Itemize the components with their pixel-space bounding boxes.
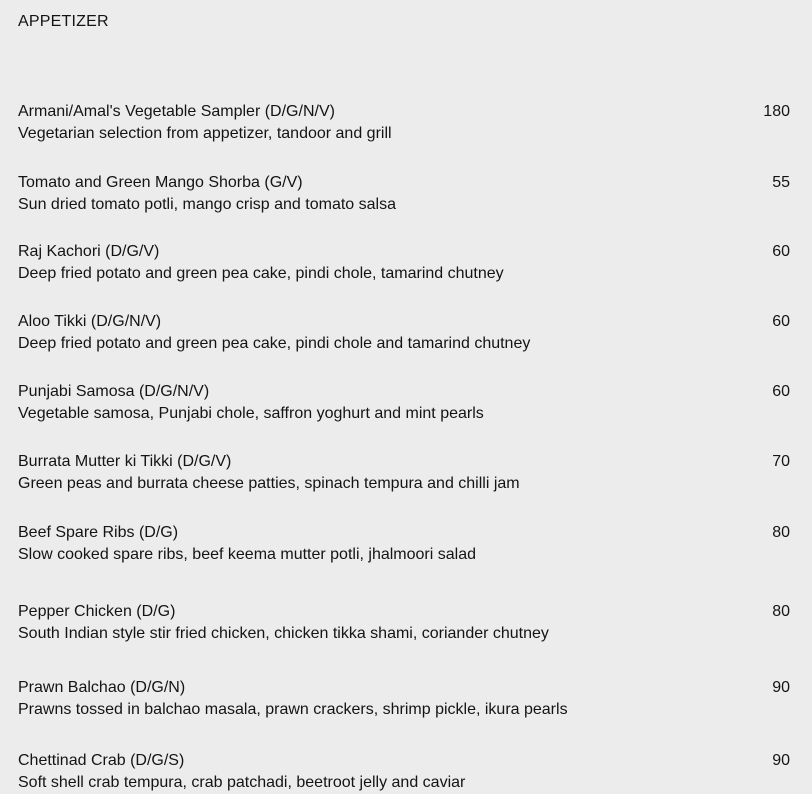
menu-item xyxy=(18,102,792,142)
menu-item-name: Chettinad Crab (D/G/S) xyxy=(18,752,185,769)
menu-item-price: 180 xyxy=(763,103,790,120)
menu-item-description: Sun dried tomato potli, mango crisp and tomato salsa xyxy=(18,196,396,213)
menu-item xyxy=(18,751,792,791)
menu-item-price: 60 xyxy=(772,383,790,400)
menu-item xyxy=(18,452,792,492)
menu-item-header xyxy=(18,102,792,122)
appetizer-menu xyxy=(18,12,792,791)
menu-item-price: 60 xyxy=(772,243,790,260)
menu-item-name: Prawn Balchao (D/G/N) xyxy=(18,679,186,696)
menu-item xyxy=(18,312,792,352)
menu-item-header xyxy=(18,382,792,402)
menu-item xyxy=(18,602,792,642)
menu-item-price: 70 xyxy=(772,453,790,470)
section-title: APPETIZER xyxy=(18,13,109,30)
menu-item-name: Raj Kachori (D/G/V) xyxy=(18,243,160,260)
menu-item-name: Armani/Amal's Vegetable Sampler (D/G/N/V) xyxy=(18,103,335,120)
menu-item-header xyxy=(18,602,792,622)
menu-item-price: 55 xyxy=(772,174,790,191)
menu-item-description: Vegetarian selection from appetizer, tandoor and grill xyxy=(18,125,392,142)
menu-item-description: Soft shell crab tempura, crab patchadi, beetroot jelly and caviar xyxy=(18,774,466,791)
menu-item xyxy=(18,678,792,718)
menu-item xyxy=(18,523,792,563)
menu-item-price: 90 xyxy=(772,679,790,696)
menu-item-name: Burrata Mutter ki Tikki (D/G/V) xyxy=(18,453,232,470)
menu-item-header xyxy=(18,312,792,332)
menu-item-name: Tomato and Green Mango Shorba (G/V) xyxy=(18,174,303,191)
menu-item-header xyxy=(18,452,792,472)
menu-item-description: Slow cooked spare ribs, beef keema mutter potli, jhalmoori salad xyxy=(18,546,476,563)
menu-item xyxy=(18,382,792,422)
menu-item-description: Prawns tossed in balchao masala, prawn crackers, shrimp pickle, ikura pearls xyxy=(18,701,568,718)
menu-item-name: Aloo Tikki (D/G/N/V) xyxy=(18,313,162,330)
menu-item-header xyxy=(18,523,792,543)
menu-item-header xyxy=(18,678,792,698)
menu-item-header xyxy=(18,242,792,262)
menu-item-header xyxy=(18,173,792,193)
menu-item xyxy=(18,173,792,213)
menu-item-description: Deep fried potato and green pea cake, pindi chole, tamarind chutney xyxy=(18,265,504,282)
menu-item-price: 80 xyxy=(772,603,790,620)
menu-item-description: Deep fried potato and green pea cake, pindi chole and tamarind chutney xyxy=(18,335,531,352)
menu-item-name: Pepper Chicken (D/G) xyxy=(18,603,176,620)
menu-item-description: South Indian style stir fried chicken, chicken tikka shami, coriander chutney xyxy=(18,625,549,642)
menu-item-price: 90 xyxy=(772,752,790,769)
menu-item-price: 60 xyxy=(772,313,790,330)
menu-item-name: Punjabi Samosa (D/G/N/V) xyxy=(18,383,210,400)
menu-item-price: 80 xyxy=(772,524,790,541)
menu-item-description: Green peas and burrata cheese patties, spinach tempura and chilli jam xyxy=(18,475,520,492)
menu-item-description: Vegetable samosa, Punjabi chole, saffron yoghurt and mint pearls xyxy=(18,405,484,422)
menu-item-name: Beef Spare Ribs (D/G) xyxy=(18,524,179,541)
menu-item-header xyxy=(18,751,792,771)
menu-item xyxy=(18,242,792,282)
